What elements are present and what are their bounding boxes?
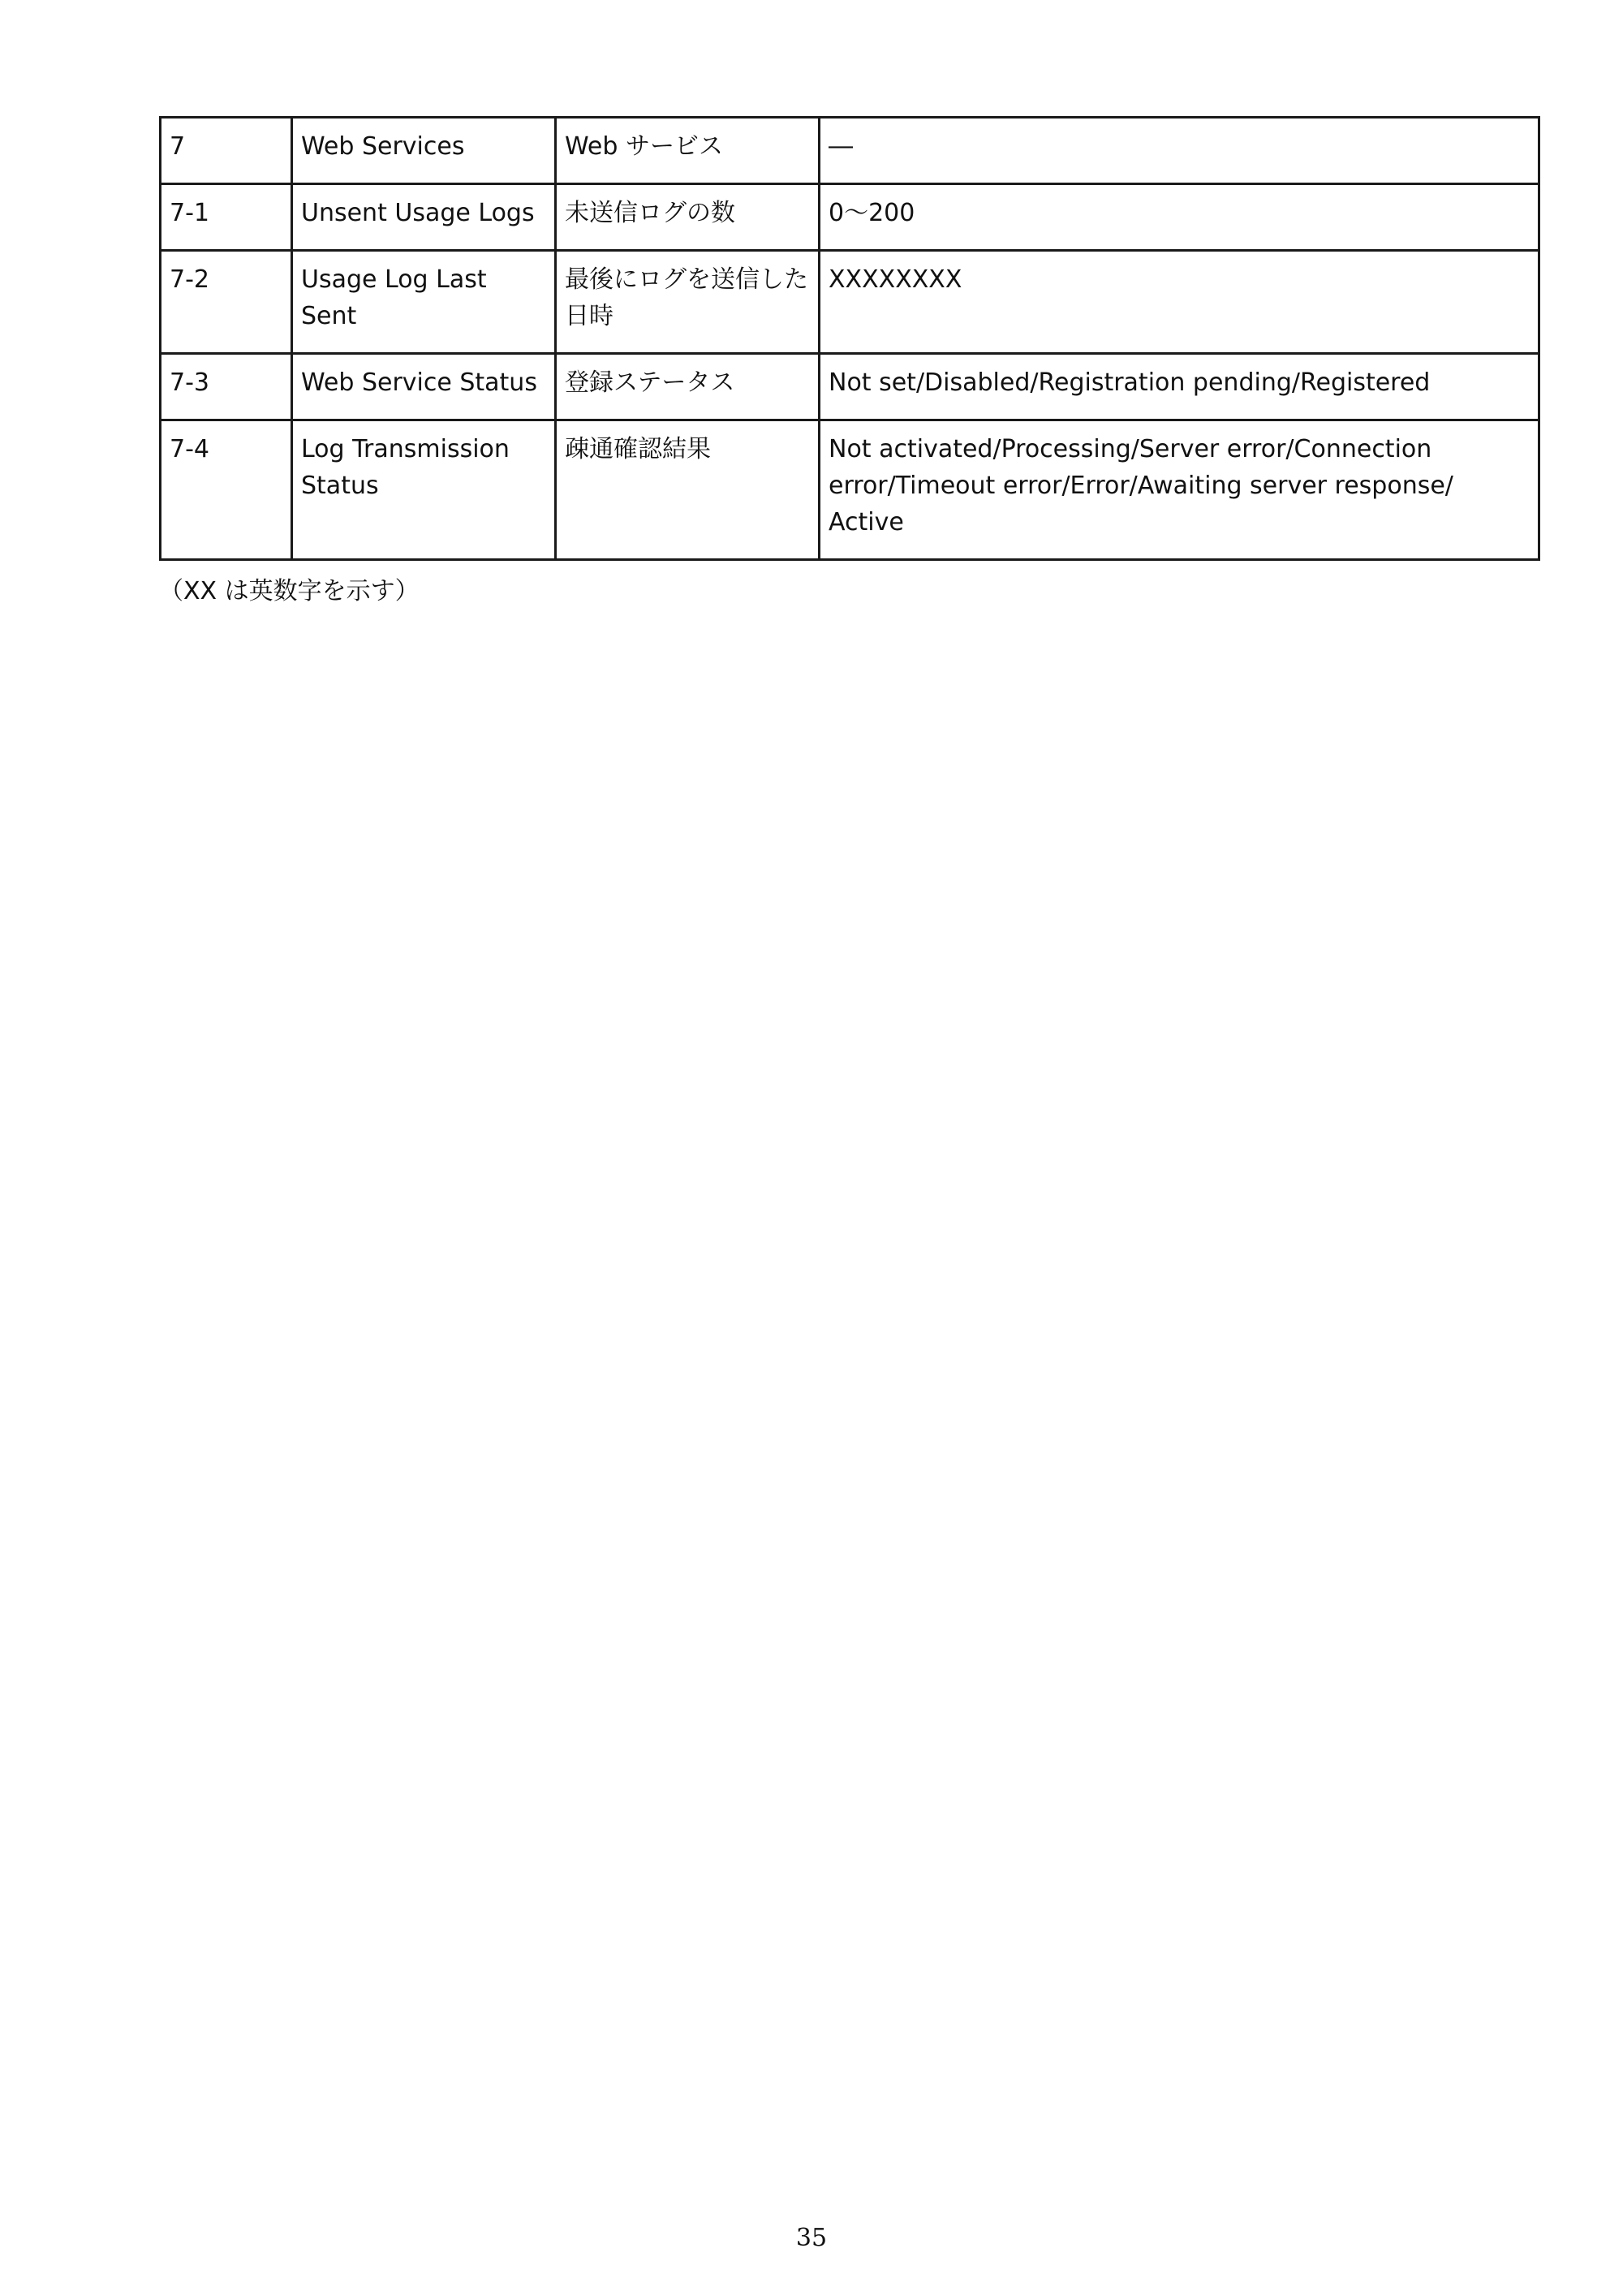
table-row xyxy=(161,420,1539,560)
settings-table xyxy=(159,116,1540,561)
item-name-en: Unsent Usage Logs xyxy=(292,184,556,251)
footnote: （XX は英数字を示す） xyxy=(159,577,420,605)
item-value: 0～200 xyxy=(820,184,1539,251)
item-name-ja: Web サービス xyxy=(556,118,820,184)
item-value: XXXXXXXX xyxy=(820,251,1539,354)
table-row xyxy=(161,251,1539,354)
item-number: 7 xyxy=(161,118,292,184)
item-name-en: Web Service Status xyxy=(292,354,556,420)
item-name-ja: 最後にログを送信した日時 xyxy=(556,251,820,354)
item-number: 7-3 xyxy=(161,354,292,420)
table-row xyxy=(161,184,1539,251)
page-number: 35 xyxy=(795,2224,828,2252)
table-row xyxy=(161,354,1539,420)
item-number: 7-2 xyxy=(161,251,292,354)
item-number: 7-4 xyxy=(161,420,292,560)
item-name-en: Log Transmission Status xyxy=(292,420,556,560)
item-name-en: Usage Log Last Sent xyxy=(292,251,556,354)
item-value: Not set/Disabled/Registration pending/Registered xyxy=(820,354,1539,420)
item-name-en: Web Services xyxy=(292,118,556,184)
item-name-ja: 未送信ログの数 xyxy=(556,184,820,251)
item-value: ― xyxy=(820,118,1539,184)
table-row xyxy=(161,118,1539,184)
item-name-ja: 疎通確認結果 xyxy=(556,420,820,560)
item-number: 7-1 xyxy=(161,184,292,251)
item-name-ja: 登録ステータス xyxy=(556,354,820,420)
item-value: Not activated/Processing/Server error/Connection error/Timeout error/Error/Awaiting server response/ Active xyxy=(820,420,1539,560)
